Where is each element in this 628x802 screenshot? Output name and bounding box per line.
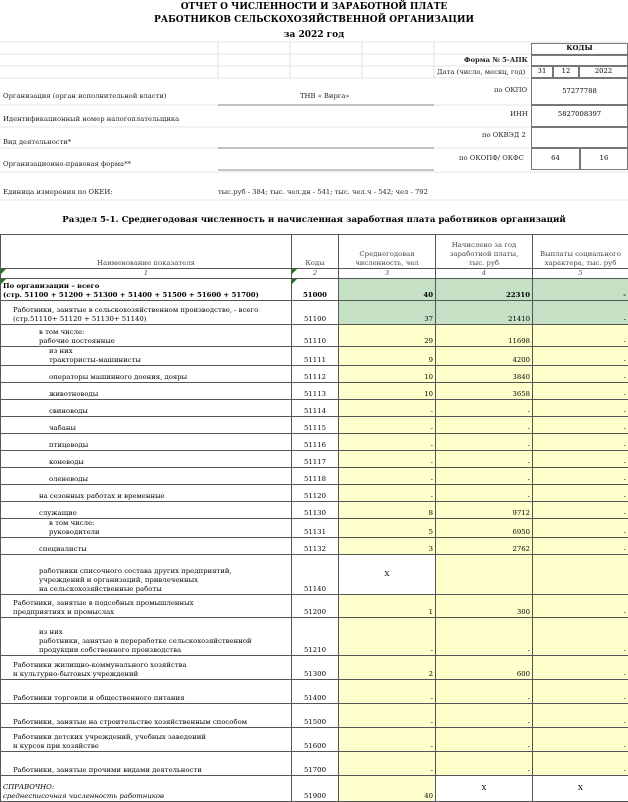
row-name-line: специалисты bbox=[39, 545, 289, 554]
row-code: 51300 bbox=[292, 656, 339, 680]
row-name bbox=[1, 776, 292, 802]
cell-avg[interactable]: 10 bbox=[339, 366, 436, 383]
cell-pay[interactable]: 6950 bbox=[436, 519, 533, 538]
cell-pay[interactable]: - bbox=[436, 728, 533, 752]
row-code: 51400 bbox=[292, 680, 339, 704]
row-code: 51130 bbox=[292, 502, 339, 519]
col-header-pay-line1: Начислено за год bbox=[438, 241, 530, 250]
column-number-row bbox=[1, 269, 628, 279]
activity-label: Вид деятельности* bbox=[3, 138, 71, 146]
okfs-value: 16 bbox=[580, 148, 628, 170]
row-code: 51110 bbox=[292, 325, 339, 347]
cell-avg[interactable]: - bbox=[339, 680, 436, 704]
col-number-2: 2 bbox=[292, 269, 339, 279]
row-name-line: в том числе: bbox=[39, 328, 289, 337]
row-code: 51111 bbox=[292, 347, 339, 366]
table-row bbox=[1, 366, 628, 383]
row-name bbox=[1, 301, 292, 325]
cell-pay[interactable]: 3658 bbox=[436, 383, 533, 400]
row-name-line: (стр.51110+ 51120 + 51130+ 51140) bbox=[13, 315, 289, 324]
cell-pay[interactable]: - bbox=[436, 468, 533, 485]
okopf-value: 64 bbox=[531, 148, 580, 170]
date-year: 2022 bbox=[579, 66, 628, 78]
cell-pay[interactable]: - bbox=[436, 618, 533, 656]
row-name-line: коневоды bbox=[49, 458, 289, 467]
section-title: Раздел 5-1. Среднегодовая численность и начисленная заработная плата работников организаций bbox=[0, 215, 628, 225]
table-row bbox=[1, 538, 628, 555]
row-name-line: работники списочного состава других предприятий, bbox=[39, 567, 289, 576]
row-code: 51140 bbox=[292, 555, 339, 595]
table-row bbox=[1, 301, 628, 325]
cell-soc[interactable]: - bbox=[533, 485, 628, 502]
cell-pay[interactable]: - bbox=[436, 417, 533, 434]
row-name-line: из них bbox=[39, 628, 289, 637]
main-table bbox=[0, 234, 628, 802]
cell-avg[interactable]: - bbox=[339, 434, 436, 451]
row-name-line: трактористы-машинисты bbox=[49, 356, 289, 365]
table-row bbox=[1, 704, 628, 728]
units-label: Единица измерения по ОКЕИ: bbox=[3, 188, 113, 196]
cell-avg[interactable]: 10 bbox=[339, 383, 436, 400]
col-header-social-line2: характера, тыс. руб bbox=[535, 259, 626, 268]
cell-soc[interactable]: - bbox=[533, 502, 628, 519]
row-name bbox=[1, 347, 292, 366]
cell-avg[interactable]: - bbox=[339, 728, 436, 752]
cell-pay[interactable]: - bbox=[436, 752, 533, 776]
row-name bbox=[1, 434, 292, 451]
row-code: 51115 bbox=[292, 417, 339, 434]
row-name-line: работники, занятые в переработке сельскохозяйственной bbox=[39, 637, 289, 646]
table-row bbox=[1, 434, 628, 451]
row-name-line: животноводы bbox=[49, 390, 289, 399]
row-name bbox=[1, 502, 292, 519]
row-code: 51500 bbox=[292, 704, 339, 728]
cell-avg[interactable]: - bbox=[339, 468, 436, 485]
cell-soc[interactable]: - bbox=[533, 468, 628, 485]
cell-pay[interactable]: - bbox=[436, 400, 533, 417]
cell-soc[interactable]: - bbox=[533, 618, 628, 656]
row-code: 51100 bbox=[292, 301, 339, 325]
org-label: Организация (орган исполнительной власти) bbox=[3, 92, 167, 100]
cell-soc[interactable]: - bbox=[533, 752, 628, 776]
row-name-line: продукции собственного производства bbox=[39, 646, 289, 655]
row-name-line: из них bbox=[49, 347, 289, 356]
row-name bbox=[1, 468, 292, 485]
cell-pay[interactable]: - bbox=[436, 434, 533, 451]
cell-pay[interactable]: Х bbox=[436, 776, 533, 802]
row-name bbox=[1, 680, 292, 704]
form-code-box bbox=[531, 55, 628, 66]
row-name-line: и культурно-бытовых учреждений bbox=[13, 670, 289, 679]
cell-avg[interactable]: - bbox=[339, 400, 436, 417]
col-header-avg-line1: Среднегодовая bbox=[341, 250, 433, 259]
row-name bbox=[1, 704, 292, 728]
row-name bbox=[1, 383, 292, 400]
row-name bbox=[1, 400, 292, 417]
col-header-avg-line2: численность, чел bbox=[341, 259, 433, 268]
cell-avg[interactable]: - bbox=[339, 704, 436, 728]
row-code: 51113 bbox=[292, 383, 339, 400]
cell-avg[interactable]: 5 bbox=[339, 519, 436, 538]
cell-pay[interactable]: - bbox=[436, 704, 533, 728]
form-number: Форма № 5-АПК bbox=[464, 56, 528, 64]
row-code: 51600 bbox=[292, 728, 339, 752]
cell-pay[interactable]: 9712 bbox=[436, 502, 533, 519]
cell-pay[interactable] bbox=[436, 555, 533, 595]
cell-soc[interactable]: - bbox=[533, 519, 628, 538]
row-name-line: руководители bbox=[49, 528, 289, 537]
cell-avg[interactable]: - bbox=[339, 485, 436, 502]
cell-soc[interactable]: - bbox=[533, 434, 628, 451]
table-row bbox=[1, 485, 628, 502]
row-name-line: (стр. 51100 + 51200 + 51300 + 51400 + 51500 + 51600 + 51700) bbox=[3, 291, 289, 300]
col-header-code: Коды bbox=[292, 235, 339, 269]
row-name-line: птицеводы bbox=[49, 441, 289, 450]
row-code: 51112 bbox=[292, 366, 339, 383]
row-name bbox=[1, 451, 292, 468]
row-name bbox=[1, 618, 292, 656]
cell-avg[interactable]: 29 bbox=[339, 325, 436, 347]
col-header-avg bbox=[339, 235, 436, 269]
cell-soc[interactable]: - bbox=[533, 704, 628, 728]
row-name bbox=[1, 656, 292, 680]
cell-soc[interactable]: - bbox=[533, 451, 628, 468]
report-period: за 2022 год bbox=[0, 29, 628, 42]
col-number-4: 4 bbox=[436, 269, 533, 279]
cell-avg[interactable]: 40 bbox=[339, 279, 436, 301]
table-row bbox=[1, 468, 628, 485]
row-name-line: Работники, занятые прочими видами деятельности bbox=[13, 766, 289, 775]
inn-value: 5827008397 bbox=[531, 105, 628, 127]
table-row bbox=[1, 728, 628, 752]
row-name bbox=[1, 325, 292, 347]
cell-pay[interactable]: 4200 bbox=[436, 347, 533, 366]
table-row bbox=[1, 618, 628, 656]
col-number-5: 5 bbox=[533, 269, 628, 279]
col-header-social bbox=[533, 235, 628, 269]
row-name-line: Работники детских учреждений, учебных заведений bbox=[13, 733, 289, 742]
row-name bbox=[1, 555, 292, 595]
row-code: 51131 bbox=[292, 519, 339, 538]
okved-value bbox=[531, 127, 628, 148]
col-number-1: 1 bbox=[1, 269, 292, 279]
cell-avg[interactable]: 2 bbox=[339, 656, 436, 680]
row-name bbox=[1, 728, 292, 752]
cell-soc[interactable] bbox=[533, 555, 628, 595]
cell-soc[interactable]: - bbox=[533, 347, 628, 366]
table-header-row bbox=[1, 235, 628, 269]
cell-avg[interactable]: 8 bbox=[339, 502, 436, 519]
row-name-line: свиноводы bbox=[49, 407, 289, 416]
date-month: 12 bbox=[553, 66, 579, 78]
row-name bbox=[1, 595, 292, 618]
row-code: 51200 bbox=[292, 595, 339, 618]
row-name-line: Работники, занятые в подсобных промышленных bbox=[13, 599, 289, 608]
row-code: 51116 bbox=[292, 434, 339, 451]
inn-code-label: ИНН bbox=[510, 110, 528, 118]
table-row bbox=[1, 383, 628, 400]
row-name-line: По организации – всего bbox=[3, 282, 289, 291]
row-name-line: учреждений и организаций, привлеченных bbox=[39, 576, 289, 585]
row-name bbox=[1, 279, 292, 301]
cell-pay[interactable]: 21410 bbox=[436, 301, 533, 325]
row-code: 51700 bbox=[292, 752, 339, 776]
cell-avg[interactable]: - bbox=[339, 618, 436, 656]
row-code: 51118 bbox=[292, 468, 339, 485]
row-code: 51117 bbox=[292, 451, 339, 468]
cell-pay[interactable]: 300 bbox=[436, 595, 533, 618]
cell-avg[interactable]: Х bbox=[339, 555, 436, 595]
row-name-line: рабочие постоянные bbox=[39, 337, 289, 346]
table-row bbox=[1, 279, 628, 301]
row-name-line: и курсов при хозяйстве bbox=[13, 742, 289, 751]
cell-avg[interactable]: 3 bbox=[339, 538, 436, 555]
cell-soc[interactable]: - bbox=[533, 383, 628, 400]
col-number-3: 3 bbox=[339, 269, 436, 279]
row-name-line: Работники торговли и общественного питания bbox=[13, 694, 289, 703]
cell-avg[interactable]: 9 bbox=[339, 347, 436, 366]
table-row bbox=[1, 400, 628, 417]
cell-soc[interactable]: Х bbox=[533, 776, 628, 802]
table-row bbox=[1, 451, 628, 468]
codes-header: КОДЫ bbox=[531, 43, 628, 55]
okopf-label: по ОКОПФ/ ОКФС bbox=[459, 154, 524, 162]
units-value: тыс.руб - 384; тыс. чел.дн - 541; тыс. чел.ч - 542; чел - 792 bbox=[218, 188, 428, 196]
row-name bbox=[1, 417, 292, 434]
cell-avg[interactable]: - bbox=[339, 417, 436, 434]
row-name-line: Работники, занятые в сельскохозяйственном производстве, - всего bbox=[13, 306, 289, 315]
col-header-social-line1: Выплаты социального bbox=[535, 250, 626, 259]
row-code: 51210 bbox=[292, 618, 339, 656]
row-name-line: СПРАВОЧНО: bbox=[3, 783, 289, 792]
cell-avg[interactable]: - bbox=[339, 752, 436, 776]
cell-avg[interactable]: 1 bbox=[339, 595, 436, 618]
row-name-line: оленеводы bbox=[49, 475, 289, 484]
col-header-pay-line2: заработной платы, bbox=[438, 250, 530, 259]
col-header-name: Наименование показателя bbox=[1, 235, 292, 269]
row-name-line: на сельскохозяйственные работы bbox=[39, 585, 289, 594]
table-row bbox=[1, 519, 628, 538]
row-name-line: среднесписочная численность работников bbox=[3, 792, 289, 801]
cell-avg[interactable]: 40 bbox=[339, 776, 436, 802]
table-row bbox=[1, 555, 628, 595]
cell-soc[interactable]: - bbox=[533, 728, 628, 752]
cell-avg[interactable]: - bbox=[339, 451, 436, 468]
row-name bbox=[1, 485, 292, 502]
cell-soc[interactable]: - bbox=[533, 301, 628, 325]
legal-form-label: Организационно-правовая форма** bbox=[3, 160, 131, 168]
inn-label: Идентификационный номер налогоплательщика bbox=[3, 115, 179, 123]
cell-soc[interactable]: - bbox=[533, 680, 628, 704]
cell-soc[interactable]: - bbox=[533, 325, 628, 347]
row-code: 51120 bbox=[292, 485, 339, 502]
row-name bbox=[1, 752, 292, 776]
table-row bbox=[1, 680, 628, 704]
row-code: 51900 bbox=[292, 776, 339, 802]
table-row bbox=[1, 347, 628, 366]
cell-avg[interactable]: 37 bbox=[339, 301, 436, 325]
cell-soc[interactable]: - bbox=[533, 279, 628, 301]
row-name bbox=[1, 519, 292, 538]
row-code: 51114 bbox=[292, 400, 339, 417]
col-header-pay bbox=[436, 235, 533, 269]
table-row bbox=[1, 752, 628, 776]
col-header-pay-line3: тыс. руб bbox=[438, 259, 530, 268]
report-title-line1: ОТЧЕТ О ЧИСЛЕННОСТИ И ЗАРАБОТНОЙ ПЛАТЕ bbox=[0, 1, 628, 14]
row-code: 51000 bbox=[292, 279, 339, 301]
row-name-line: чабаны bbox=[49, 424, 289, 433]
row-name-line: операторы машинного доения, дояры bbox=[49, 373, 289, 382]
cell-pay[interactable]: 11698 bbox=[436, 325, 533, 347]
cell-pay[interactable]: - bbox=[436, 451, 533, 468]
table-row bbox=[1, 417, 628, 434]
okpo-label: по ОКПО bbox=[494, 86, 527, 94]
row-name-line: Работники, занятые на строительстве хозяйственным способом bbox=[13, 718, 289, 727]
row-name bbox=[1, 366, 292, 383]
table-row bbox=[1, 595, 628, 618]
row-code: 51132 bbox=[292, 538, 339, 555]
cell-pay[interactable]: 600 bbox=[436, 656, 533, 680]
row-name-line: на сезонных работах и временные bbox=[39, 492, 289, 501]
okved-label: по ОКВЭД 2 bbox=[482, 131, 526, 139]
row-name-line: Работники жилищно-коммунального хозяйства bbox=[13, 661, 289, 670]
cell-soc[interactable]: - bbox=[533, 417, 628, 434]
row-name-line: служащие bbox=[39, 509, 289, 518]
cell-soc[interactable]: - bbox=[533, 538, 628, 555]
row-name-line: предприятиях и промыслах bbox=[13, 608, 289, 617]
cell-pay[interactable]: 22310 bbox=[436, 279, 533, 301]
cell-soc[interactable]: - bbox=[533, 366, 628, 383]
cell-pay[interactable]: 3840 bbox=[436, 366, 533, 383]
row-name-line: в том числе: bbox=[49, 519, 289, 528]
table-row bbox=[1, 502, 628, 519]
cell-soc[interactable]: - bbox=[533, 656, 628, 680]
row-name bbox=[1, 538, 292, 555]
table-row bbox=[1, 656, 628, 680]
cell-pay[interactable]: - bbox=[436, 680, 533, 704]
table-row bbox=[1, 776, 628, 802]
date-label: Дата (число, месяц, год) bbox=[437, 68, 525, 76]
cell-pay[interactable]: - bbox=[436, 485, 533, 502]
report-title-line2: РАБОТНИКОВ СЕЛЬСКОХОЗЯЙСТВЕННОЙ ОРГАНИЗАЦИИ bbox=[0, 14, 628, 27]
table-row bbox=[1, 325, 628, 347]
cell-soc[interactable]: - bbox=[533, 400, 628, 417]
org-value: ТНВ « Вирга» bbox=[300, 92, 350, 100]
cell-pay[interactable]: 2762 bbox=[436, 538, 533, 555]
cell-soc[interactable]: - bbox=[533, 595, 628, 618]
date-day: 31 bbox=[531, 66, 553, 78]
okpo-value: 57277788 bbox=[531, 78, 628, 105]
